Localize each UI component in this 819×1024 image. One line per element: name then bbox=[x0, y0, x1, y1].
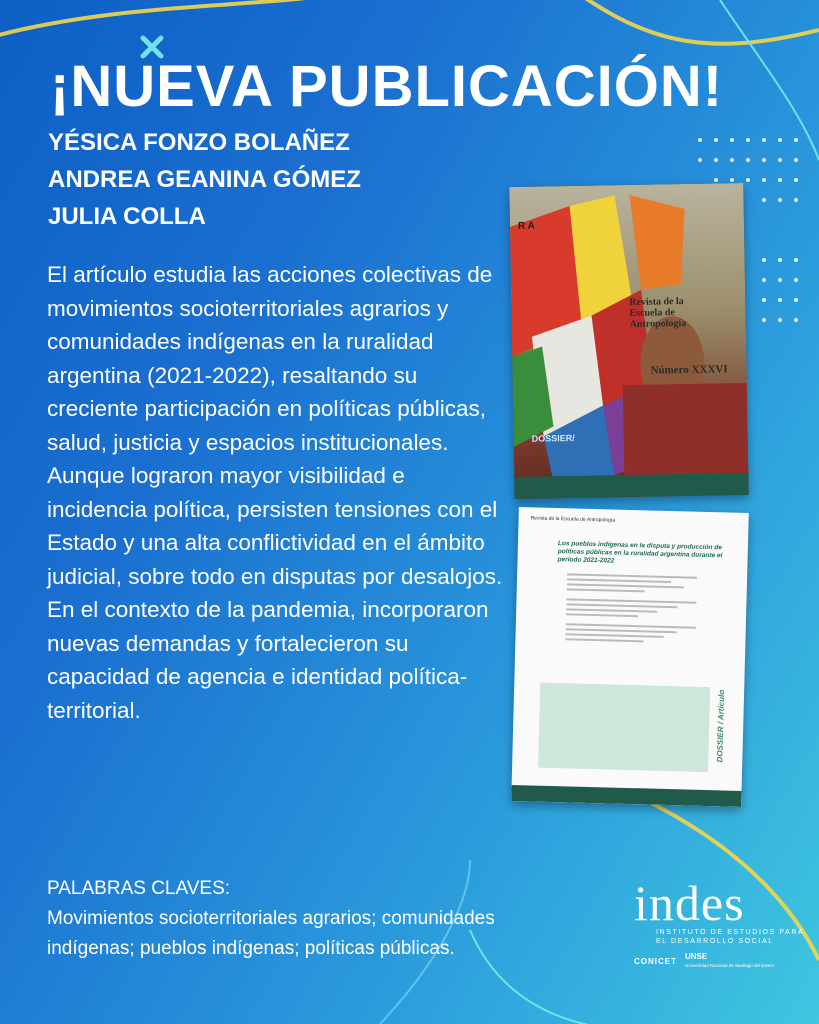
article-side-label: DOSSIER / Artículo bbox=[715, 689, 727, 763]
cover-journal-title: Revista de la Escuela de Antropología bbox=[629, 296, 687, 330]
unse-full-name: Universidad Nacional de Santiago del Estero bbox=[685, 963, 775, 968]
wiphala-flag-illustration bbox=[509, 183, 748, 499]
author-name: ANDREA GEANINA GÓMEZ bbox=[48, 166, 361, 193]
journal-cover-image bbox=[509, 183, 748, 499]
indes-full-name: INSTITUTO DE ESTUDIOS PARA EL DESARROLLO SOCIAL bbox=[656, 929, 804, 945]
indes-logo bbox=[634, 875, 804, 970]
article-first-page-image bbox=[511, 507, 749, 807]
unse-logo bbox=[685, 952, 774, 970]
page-title: ¡NUEVA PUBLICACIÓN! bbox=[50, 54, 724, 119]
unse-name: UNSE bbox=[685, 952, 708, 961]
author-name: JULIA COLLA bbox=[48, 203, 206, 230]
journal-logo: R A bbox=[517, 220, 535, 232]
abstract-paragraph: El artículo estudia las acciones colectivas de movimientos socioterritoriales agrarios y comunidades indígenas en la ruralidad argentina (2021-2022), resaltando su creciente participación en políticas públicas, salud, justicia y espacios institucionales. Aunque lograron mayor visibilidad e incidencia política, persisten tensiones con el Estado y una alta conflictividad en el ámbito judicial, sobre todo en disputas por desalojos. En el contexto de la pandemia, incorporaron nuevas demandas y fortalecieron su capacidad de agencia e identidad política-territorial. bbox=[47, 262, 503, 723]
cover-dossier-label: DOSSIER/ bbox=[531, 432, 575, 444]
partner-logos bbox=[634, 952, 804, 970]
article-title: Los pueblos indígenas en la disputa y producción de políticas públicas en la ruralidad argentina durante el período 2021-2022 bbox=[557, 540, 723, 565]
conicet-logo: CONICET bbox=[634, 956, 677, 966]
cover-footer-bar bbox=[514, 473, 748, 499]
cover-issue-number: Número XXXVI bbox=[650, 363, 728, 377]
article-abstract-box bbox=[538, 683, 710, 772]
author-name: YÉSICA FONZO BOLAÑEZ bbox=[48, 129, 350, 156]
author-list bbox=[48, 124, 361, 235]
indes-wordmark: indes bbox=[634, 875, 745, 931]
keywords-heading: PALABRAS CLAVES: bbox=[47, 878, 231, 899]
abstract-text bbox=[47, 258, 507, 727]
article-journal-header: Revista de la Escuela de Antropología bbox=[530, 515, 616, 524]
keywords-text: Movimientos socioterritoriales agrarios; comunidades indígenas; pueblos indígenas; políticas públicas. bbox=[47, 908, 495, 959]
article-author-info bbox=[565, 570, 697, 646]
